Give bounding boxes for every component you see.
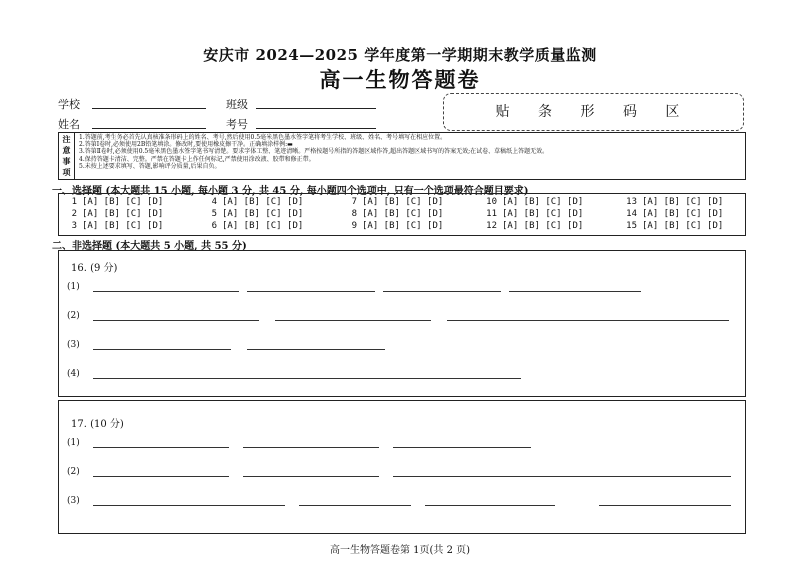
choice-item[interactable]: [345, 221, 443, 231]
answer-line[interactable]: [247, 291, 375, 292]
page-footer: 高一生物答题卷第 1页(共 2 页): [329, 545, 471, 556]
answer-line[interactable]: [425, 505, 555, 506]
note-item: 4.保持答题卡清洁、完整。严禁在答题卡上作任何标记,严禁使用涂改液、胶带和修正带。: [79, 155, 315, 163]
name-field[interactable]: [92, 128, 206, 129]
answer-line[interactable]: [93, 291, 239, 292]
answer-line[interactable]: [93, 349, 231, 350]
class-label: 班级: [226, 98, 248, 111]
choice-item[interactable]: [345, 209, 443, 219]
answer-line[interactable]: [93, 505, 285, 506]
question-16-heading: 16. (9 分): [71, 263, 118, 274]
answer-line[interactable]: [275, 320, 431, 321]
answer-line[interactable]: [247, 349, 385, 350]
note-item: 1.答题前,考生务必首先认真核准条形码上的姓名、考号,然后使用0.5毫米黑色墨水签字笔将考生学校、班级、姓名、考号填写在相应位置。: [79, 134, 447, 141]
choice-grid: [58, 193, 746, 236]
sub-label: (3): [67, 496, 80, 506]
barcode-area: 贴 条 形 码 区: [443, 93, 744, 131]
answer-line[interactable]: [93, 447, 229, 448]
choice-options[interactable]: [A] [B] [C] [D]: [502, 221, 584, 231]
choice-options[interactable]: [A] [B] [C] [D]: [502, 197, 584, 207]
choice-options[interactable]: [A] [B] [C] [D]: [362, 221, 444, 231]
choice-number: 7: [351, 197, 357, 207]
choice-number: 8: [351, 209, 357, 219]
choice-item[interactable]: [65, 197, 163, 207]
choice-number: 2: [71, 209, 77, 219]
choice-options[interactable]: [A] [B] [C] [D]: [642, 197, 724, 207]
choice-options[interactable]: [A] [B] [C] [D]: [362, 197, 444, 207]
answer-line[interactable]: [93, 378, 521, 379]
choice-item[interactable]: [205, 197, 303, 207]
choice-item[interactable]: [205, 221, 303, 231]
answer-line[interactable]: [509, 291, 641, 292]
choice-number: 3: [71, 221, 77, 231]
choice-options[interactable]: [A] [B] [C] [D]: [362, 209, 444, 219]
sub-label: (2): [67, 311, 80, 321]
note-item: 5.未按上述要求填写、答题,影响评分质量,后果自负。: [79, 162, 221, 170]
answer-line[interactable]: [447, 320, 729, 321]
choice-number: 13: [626, 197, 637, 207]
choice-number: 11: [486, 209, 497, 219]
answer-line[interactable]: [93, 320, 259, 321]
answer-line[interactable]: [93, 476, 229, 477]
choice-item[interactable]: [625, 221, 723, 231]
question-17-box: [58, 400, 746, 534]
choice-number: 5: [211, 209, 217, 219]
choice-options[interactable]: [A] [B] [C] [D]: [642, 209, 724, 219]
section2-title: 二、非选择题 (本大题共 5 小题, 共 55 分): [52, 241, 247, 252]
question-16-box: [58, 250, 746, 397]
choice-item[interactable]: [345, 197, 443, 207]
choice-number: 1: [71, 197, 77, 207]
choice-item[interactable]: [65, 209, 163, 219]
answer-line[interactable]: [393, 447, 531, 448]
note-item: 2.答第Ⅰ卷时,必须使用2B铅笔填涂。修改时,要使用橡皮擦干净。正确填涂样例:▬: [79, 141, 293, 149]
choice-number: 4: [211, 197, 217, 207]
notes-body: [79, 134, 739, 170]
class-field[interactable]: [256, 108, 376, 109]
notes-heading: 注意事项: [59, 133, 75, 179]
sub-label: (4): [67, 369, 80, 379]
answer-line[interactable]: [383, 291, 501, 292]
sub-label: (1): [67, 282, 80, 292]
answer-line[interactable]: [243, 476, 379, 477]
sub-label: (2): [67, 467, 80, 477]
sub-label: (3): [67, 340, 80, 350]
choice-number: 15: [626, 221, 637, 231]
school-label: 学校: [58, 98, 80, 111]
choice-number: 14: [626, 209, 637, 219]
choice-number: 12: [486, 221, 497, 231]
choice-item[interactable]: [205, 209, 303, 219]
choice-item[interactable]: [485, 197, 583, 207]
answer-line[interactable]: [393, 476, 731, 477]
choice-options[interactable]: [A] [B] [C] [D]: [82, 221, 164, 231]
paper-title: 高一生物答题卷: [319, 67, 481, 92]
choice-options[interactable]: [A] [B] [C] [D]: [82, 209, 164, 219]
choice-item[interactable]: [485, 209, 583, 219]
choice-item[interactable]: [485, 221, 583, 231]
note-item: 3.答第Ⅱ卷时,必须使用0.5毫米黑色墨水签字笔书写清楚。要求字体工整、笔迹清晰。严格按题号所指的答题区域作答,超出答题区域书写的答案无效;在试卷、草稿纸上答题无效。: [79, 148, 549, 156]
choice-number: 10: [486, 197, 497, 207]
choice-options[interactable]: [A] [B] [C] [D]: [642, 221, 724, 231]
choice-number: 6: [211, 221, 217, 231]
choice-options[interactable]: [A] [B] [C] [D]: [502, 209, 584, 219]
answer-line[interactable]: [299, 505, 411, 506]
name-label: 姓名: [58, 118, 80, 131]
choice-item[interactable]: [625, 209, 723, 219]
answer-line[interactable]: [599, 505, 731, 506]
choice-item[interactable]: [625, 197, 723, 207]
choice-options[interactable]: [A] [B] [C] [D]: [222, 221, 304, 231]
choice-options[interactable]: [A] [B] [C] [D]: [222, 197, 304, 207]
question-17-heading: 17. (10 分): [71, 419, 124, 430]
notes-box: [58, 132, 746, 180]
choice-item[interactable]: [65, 221, 163, 231]
section1-title: 一、选择题 (本大题共 15 小题, 每小题 3 分, 共 45 分, 每小题四个选项中, 只有一个选项最符合题目要求): [52, 186, 529, 197]
exam-no-label: 考号: [226, 118, 248, 131]
choice-options[interactable]: [A] [B] [C] [D]: [222, 209, 304, 219]
exam-no-field[interactable]: [256, 128, 376, 129]
answer-line[interactable]: [243, 447, 379, 448]
exam-title: 安庆市 2024—2025 学年度第一学期期末教学质量监测: [203, 46, 597, 64]
sub-label: (1): [67, 438, 80, 448]
choice-options[interactable]: [A] [B] [C] [D]: [82, 197, 164, 207]
school-field[interactable]: [92, 108, 206, 109]
choice-number: 9: [351, 221, 357, 231]
